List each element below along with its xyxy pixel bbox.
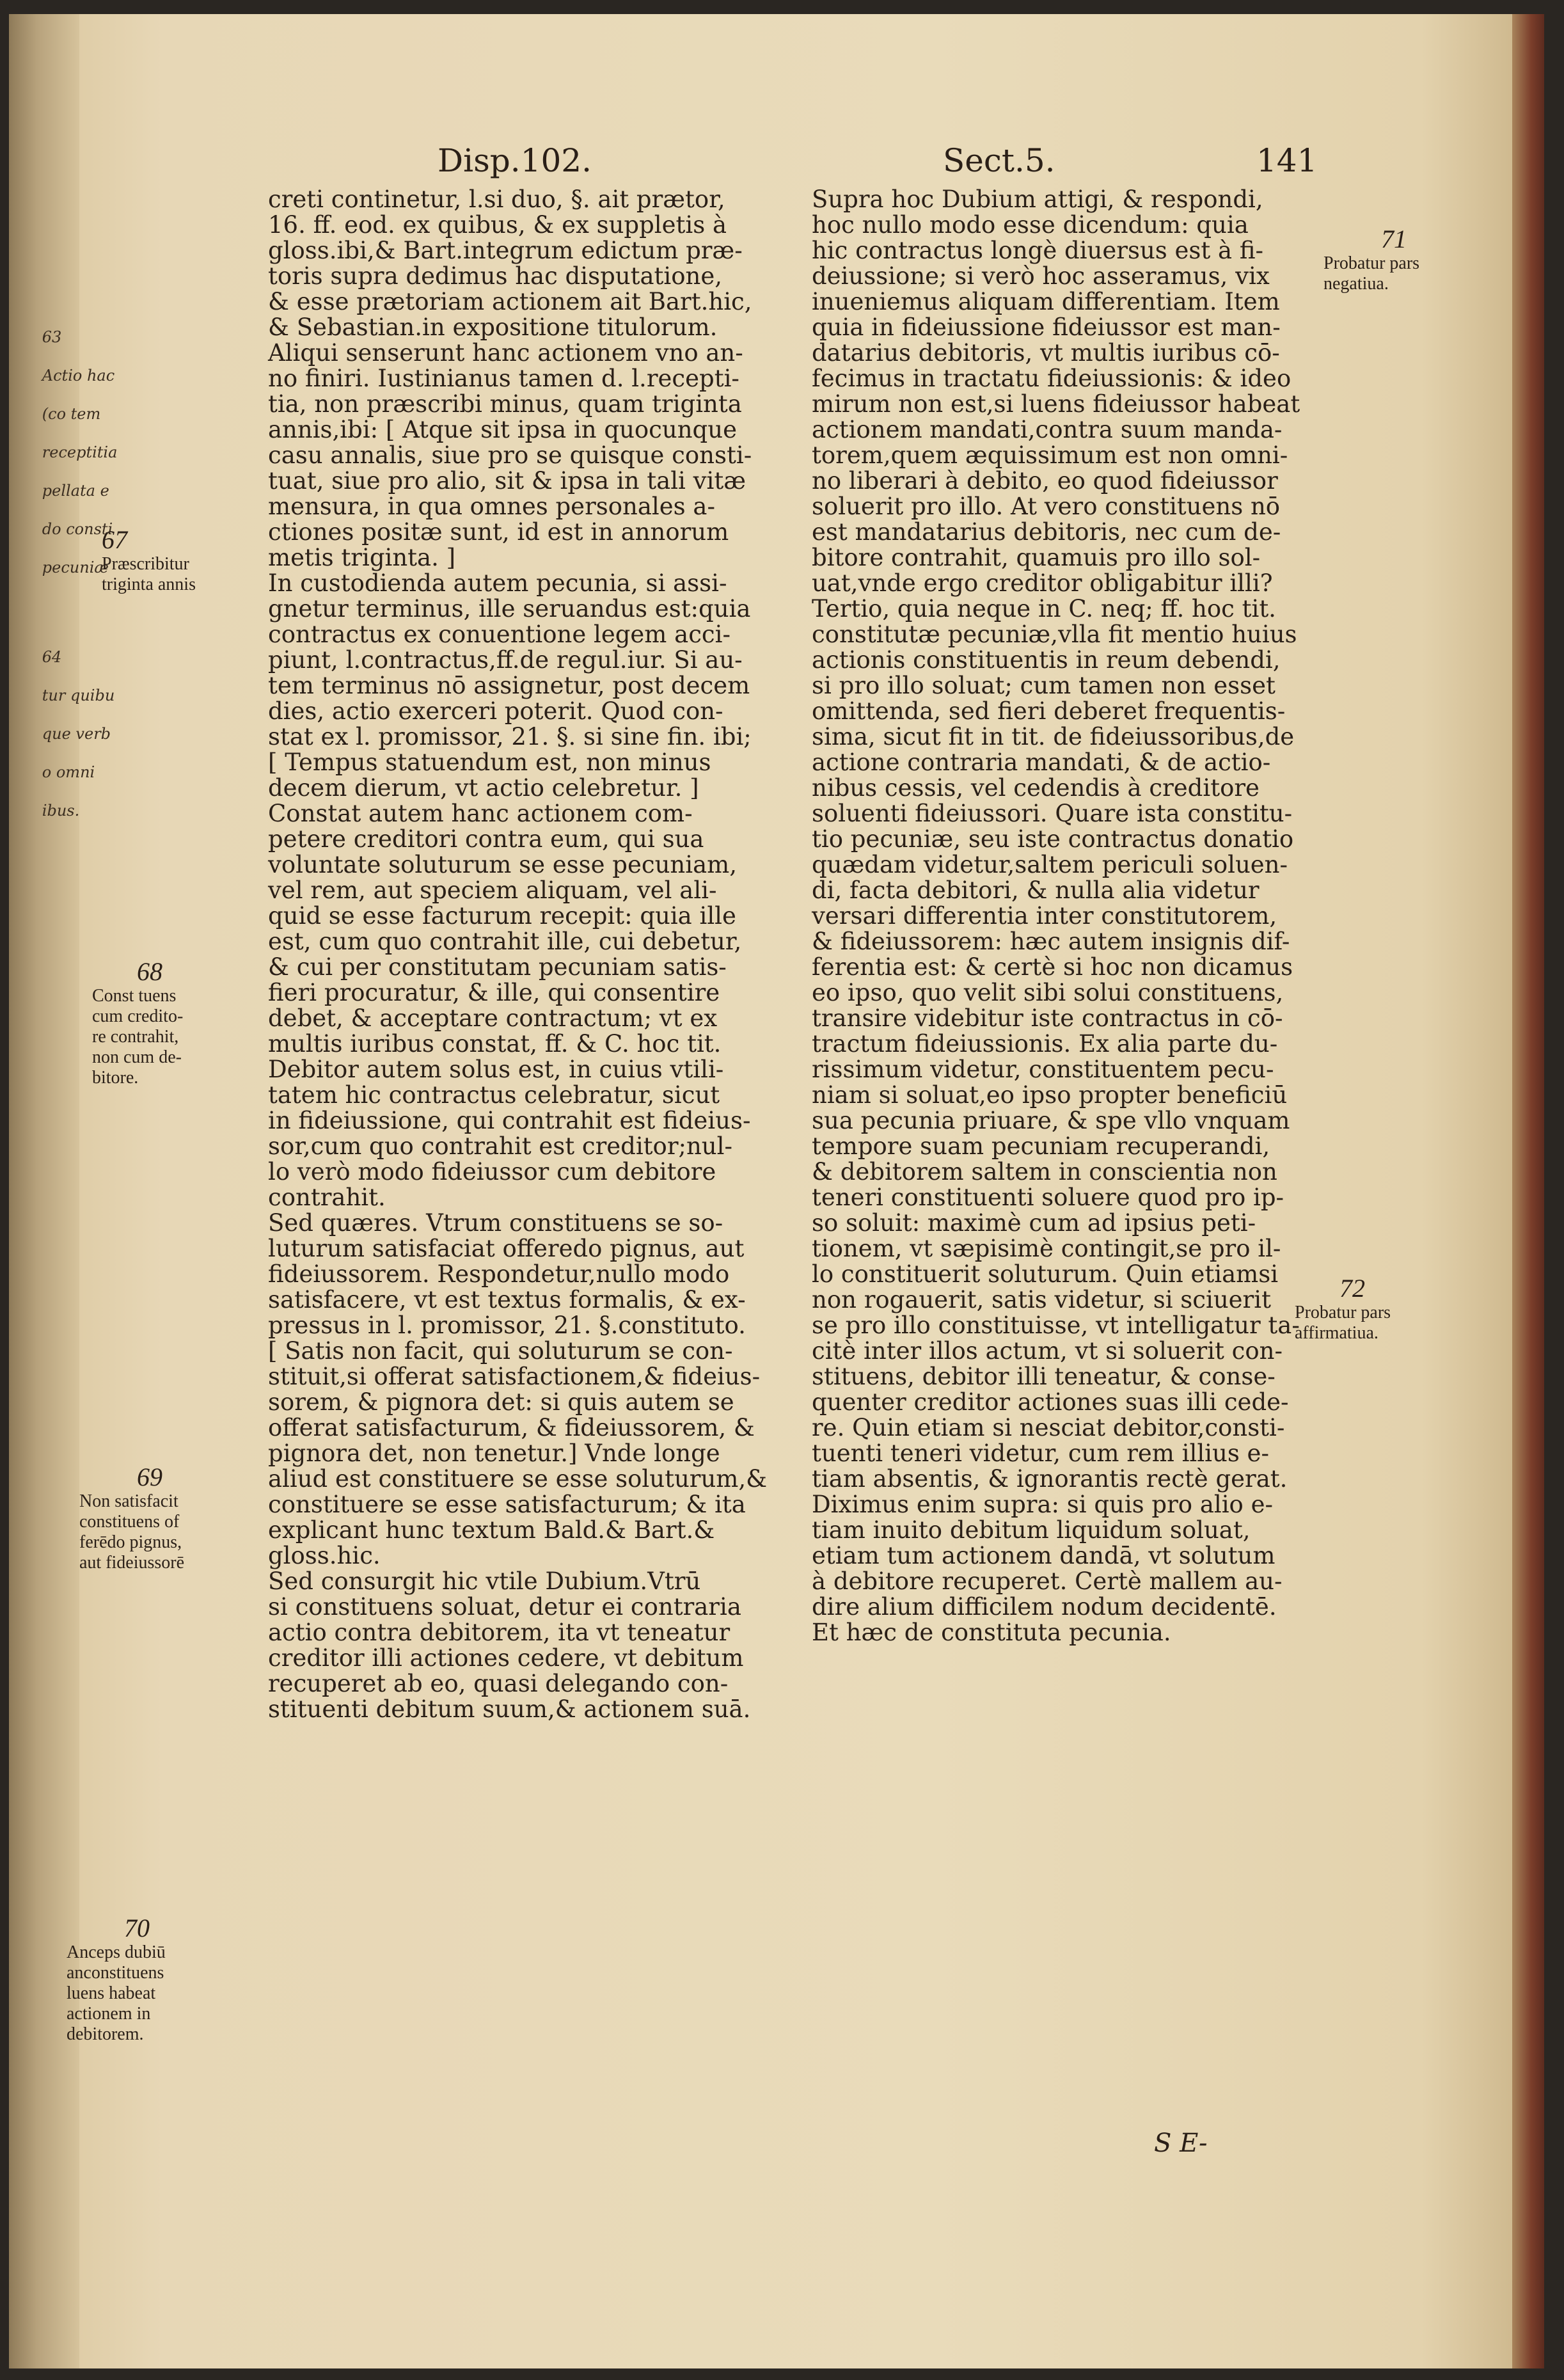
right-column-line: tuenti teneri videtur, cum rem illius e-	[812, 1440, 1269, 1467]
left-column-line: stituenti debitum suum,& actionem suā.	[268, 1695, 751, 1723]
left-column-line: stat ex l. promissor, 21. §. si sine fin. ibi;	[268, 723, 752, 750]
right-column-line: sima, sicut fit in tit. de fideiussoribus,de	[812, 723, 1295, 750]
margin-note-67	[102, 526, 196, 595]
margin-note-number: 68	[137, 957, 162, 986]
left-column-line: pignora det, non tenetur.] Vnde longe	[268, 1440, 720, 1467]
left-column-line: dies, actio exerceri poterit. Quod con-	[268, 697, 723, 725]
margin-note-line: bitore.	[92, 1068, 139, 1088]
margin-note-68	[92, 958, 183, 1088]
prev-note-num: 63	[42, 328, 62, 346]
left-column-line: contrahit.	[268, 1184, 386, 1211]
left-column-line: no finiri. Iustinianus tamen d. l.recepti-	[268, 365, 739, 392]
right-column-line: tio pecuniæ, seu iste contractus donatio	[812, 825, 1294, 853]
prev-note-line: tur quibu	[42, 686, 115, 704]
margin-note-number: 71	[1381, 225, 1407, 253]
margin-note-71	[1323, 225, 1419, 294]
margin-note-line: debitorem.	[67, 2024, 144, 2044]
prev-note-num: 64	[42, 648, 62, 666]
prev-note-line: o omni	[42, 763, 95, 781]
margin-note-69	[79, 1463, 184, 1573]
left-column-line: & Sebastian.in expositione titulorum.	[268, 313, 718, 341]
left-column-line: gloss.ibi,& Bart.integrum edictum præ-	[268, 237, 743, 264]
right-column-line: eo ipso, quo velit sibi solui constituens,	[812, 979, 1284, 1006]
prev-note-line: do consti	[42, 520, 113, 538]
left-column-line: fieri procuratur, & ille, qui consentire	[268, 979, 720, 1006]
left-column-line: fideiussorem. Respondetur,nullo modo	[268, 1260, 730, 1288]
left-column-line: [ Tempus statuendum est, non minus	[268, 749, 711, 776]
margin-note-line: negatiua.	[1323, 274, 1389, 294]
right-column-line: versari differentia inter constitutorem,	[812, 902, 1277, 930]
right-column-line: datarius debitoris, vt multis iuribus cō-	[812, 339, 1280, 367]
left-column-line: creditor illi actiones cedere, vt debitum	[268, 1644, 744, 1672]
left-column-line: constituere se esse satisfacturum; & ita	[268, 1491, 746, 1518]
right-column-line: & fideiussorem: hæc autem insignis dif-	[812, 928, 1290, 955]
left-column-line: [ Satis non facit, qui soluturum se con-	[268, 1337, 733, 1365]
prev-note-line: que verb	[42, 725, 111, 743]
right-column-line: ferentia est: & certè si hoc non dicamus	[812, 953, 1293, 981]
margin-note-number: 67	[102, 525, 127, 554]
prev-page-note-64	[13, 628, 115, 839]
left-column-line: casu annalis, siue pro se quisque consti-	[268, 441, 752, 469]
left-column-line: mensura, in qua omnes personales a-	[268, 493, 715, 520]
right-column-line: no liberari à debito, eo quod fideiussor	[812, 467, 1278, 495]
right-column-line: Et hæc de constituta pecunia.	[812, 1619, 1171, 1646]
right-column-line: quædam videtur,saltem periculi soluen-	[812, 851, 1288, 878]
right-column-line: inueniemus aliquam differentiam. Item	[812, 288, 1280, 315]
left-column-line: 16. ff. eod. ex quibus, & ex suppletis à	[268, 211, 727, 239]
margin-note-line: ferēdo pignus,	[79, 1532, 182, 1552]
catchword: S E-	[1154, 2129, 1208, 2158]
left-column-line: actio contra debitorem, ita vt teneatur	[268, 1619, 731, 1646]
prev-note-line: pecuniæ	[42, 559, 109, 576]
right-column-line: re. Quin etiam si nesciat debitor,consti-	[812, 1414, 1285, 1441]
left-column-line: Constat autem hanc actionem com-	[268, 800, 693, 827]
left-column-line: Aliqui senserunt hanc actionem vno an-	[268, 339, 743, 367]
margin-note-72	[1295, 1274, 1391, 1344]
right-column-line: stituens, debitor illi teneatur, & conse-	[812, 1363, 1276, 1390]
left-column-line: tia, non præscribi minus, quam triginta	[268, 390, 742, 418]
margin-note-line: non cum de-	[92, 1047, 182, 1067]
left-column-line: gloss.hic.	[268, 1542, 381, 1569]
right-column-line: bitore contrahit, quamuis pro illo sol-	[812, 544, 1261, 571]
margin-note-line: actionem in	[67, 2004, 151, 2024]
right-column-line: hoc nullo modo esse dicendum: quia	[812, 211, 1249, 239]
right-column-line: tiam inuito debitum liquidum soluat,	[812, 1516, 1251, 1544]
right-column-line: si pro illo soluat; cum tamen non esset	[812, 672, 1276, 699]
left-column-line: recuperet ab eo, quasi delegando con-	[268, 1670, 729, 1697]
margin-note-number: 69	[137, 1463, 162, 1491]
margin-note-line: triginta annis	[102, 575, 196, 594]
right-column-line: actione contraria mandati, & de actio-	[812, 749, 1271, 776]
left-column-line: offerat satisfacturum, & fideiussorem, &	[268, 1414, 755, 1441]
left-column-line: & esse prætoriam actionem ait Bart.hic,	[268, 288, 752, 315]
prev-note-line: Actio hac	[42, 367, 115, 385]
margin-note-line: re contrahit,	[92, 1027, 179, 1047]
right-column-line: fecimus in tractatu fideiussionis: & ideo	[812, 365, 1291, 392]
right-column-line: dire alium difficilem nodum decidentē.	[812, 1593, 1277, 1621]
right-column-line: constitutæ pecuniæ,vlla fit mentio huius	[812, 621, 1297, 648]
right-column-line: so soluit: maximè cum ad ipsius peti-	[812, 1209, 1256, 1237]
margin-note-line: constituens of	[79, 1512, 180, 1532]
left-column-line: voluntate soluturum se esse pecuniam,	[268, 851, 737, 878]
right-column-line: soluerit pro illo. At vero constituens nō	[812, 493, 1281, 520]
left-column-line: piunt, l.contractus,ff.de regul.iur. Si au-	[268, 646, 743, 674]
right-column-line: lo constituerit soluturum. Quin etiamsi	[812, 1260, 1279, 1288]
right-column-line: quia in fideiussione fideiussor est man-	[812, 313, 1281, 341]
prev-note-line: pellata e	[42, 482, 109, 500]
right-column-line: sua pecunia priuare, & spe vllo vnquam	[812, 1107, 1290, 1134]
margin-note-70	[67, 1914, 166, 2045]
margin-note-line: Præscribitur	[102, 554, 189, 574]
right-column-line: actionem mandati,contra suum manda-	[812, 416, 1283, 443]
left-column-line: quid se esse facturum recepit: quia ille	[268, 902, 736, 930]
left-column-line: multis iuribus constat, ff. & C. hoc tit.	[268, 1030, 722, 1058]
running-head-section: Sect.5.	[943, 142, 1055, 179]
right-column-line: mirum non est,si luens fideiussor habeat	[812, 390, 1300, 418]
left-column-line: aliud est constituere se esse soluturum,&	[268, 1465, 768, 1493]
left-column-line: tuat, siue pro alio, sit & ipsa in tali vitæ	[268, 467, 746, 495]
right-column-line: tractum fideiussionis. Ex alia parte du-	[812, 1030, 1278, 1058]
left-column-line: sorem, & pignora det: si quis autem se	[268, 1388, 734, 1416]
right-column-line: omittenda, sed fieri deberet frequentis-	[812, 697, 1286, 725]
right-text-column	[812, 187, 1311, 1646]
left-column-line: contractus ex conuentione legem acci-	[268, 621, 731, 648]
left-column-line: vel rem, aut speciem aliquam, vel ali-	[268, 877, 717, 904]
right-column-line: niam si soluat,eo ipso propter beneficiū	[812, 1081, 1288, 1109]
left-column-line: in fideiussione, qui contrahit est fideius-	[268, 1107, 751, 1134]
right-column-line: Supra hoc Dubium attigi, & respondi,	[812, 186, 1263, 213]
right-column-line: actionis constituentis in reum debendi,	[812, 646, 1281, 674]
left-column-line: ctiones positæ sunt, id est in annorum	[268, 518, 729, 546]
right-column-line: teneri constituenti soluere quod pro ip-	[812, 1184, 1284, 1211]
right-column-line: quenter creditor actiones suas illi cede-	[812, 1388, 1289, 1416]
right-column-line: à debitore recuperet. Certè mallem au-	[812, 1567, 1283, 1595]
left-column-line: est, cum quo contrahit ille, cui debetur,	[268, 928, 742, 955]
left-column-line: metis triginta. ]	[268, 544, 456, 571]
right-column-line: di, facta debitori, & nulla alia videtur	[812, 877, 1260, 904]
left-column-line: luturum satisfaciat offeredo pignus, aut	[268, 1235, 745, 1262]
right-column-line: soluenti fideiussori. Quare ista constitu-	[812, 800, 1293, 827]
margin-note-line: aut fideiussorē	[79, 1553, 185, 1573]
left-column-line: toris supra dedimus hac disputatione,	[268, 262, 722, 290]
right-column-line: deiussione; si verò hoc asseramus, vix	[812, 262, 1270, 290]
running-head-disputation: Disp.102.	[438, 142, 592, 179]
right-column-line: uat,vnde ergo creditor obligabitur illi?	[812, 569, 1273, 597]
left-column-line: petere creditori contra eum, qui sua	[268, 825, 704, 853]
margin-note-line: Probatur pars	[1323, 253, 1420, 273]
margin-note-line: affirmatiua.	[1295, 1323, 1378, 1343]
right-column-line: tiam absentis, & ignorantis rectè gerat.	[812, 1465, 1288, 1493]
prev-note-line: (co tem	[42, 405, 101, 423]
left-column-line: Sed consurgit hic vtile Dubium.Vtrū	[268, 1567, 701, 1595]
left-column-line: & cui per constitutam pecuniam satis-	[268, 953, 727, 981]
left-column-line: si constituens soluat, detur ei contraria	[268, 1593, 741, 1621]
right-column-line: tionem, vt sæpisimè contingit,se pro il-	[812, 1235, 1281, 1262]
book-page	[9, 14, 1544, 2368]
margin-note-line: cum credito-	[92, 1006, 184, 1026]
right-column-line: est mandatarius debitoris, nec cum de-	[812, 518, 1281, 546]
left-column-line: stituit,si offerat satisfactionem,& fideius-	[268, 1363, 761, 1390]
prev-note-line: receptitia	[42, 443, 118, 461]
left-column-line: sor,cum quo contrahit est creditor;nul-	[268, 1132, 732, 1160]
page-edge-shadow	[1512, 14, 1544, 2368]
left-column-line: pressus in l. promissor, 21. §.constituto.	[268, 1312, 746, 1339]
margin-note-line: anconstituens	[67, 1963, 164, 1983]
right-column-line: & debitorem saltem in conscientia non	[812, 1158, 1277, 1186]
left-column-line: Sed quæres. Vtrum constituens se so-	[268, 1209, 723, 1237]
right-column-line: citè inter illos actum, vt si soluerit con-	[812, 1337, 1283, 1365]
page-number: 141	[1256, 142, 1318, 179]
left-column-line: In custodienda autem pecunia, si assi-	[268, 569, 727, 597]
left-column-line: gnetur terminus, ille seruandus est:quia	[268, 595, 751, 623]
right-column-line: tempore suam pecuniam recuperandi,	[812, 1132, 1270, 1160]
right-column-line: rissimum videtur, constituentem pecu-	[812, 1056, 1274, 1083]
left-column-line: Debitor autem solus est, in cuius vtili-	[268, 1056, 724, 1083]
left-column-line: decem dierum, vt actio celebretur. ]	[268, 774, 699, 802]
right-column-line: hic contractus longè diuersus est à fi-	[812, 237, 1264, 264]
right-column-line: transire videbitur iste contractus in cō-	[812, 1004, 1283, 1032]
left-column-line: debet, & acceptare contractum; vt ex	[268, 1004, 718, 1032]
margin-note-number: 72	[1339, 1274, 1365, 1303]
margin-note-line: luens habeat	[67, 1983, 156, 2003]
left-column-line: tem terminus nō assignetur, post decem	[268, 672, 750, 699]
left-column-line: lo verò modo fideiussor cum debitore	[268, 1158, 716, 1186]
right-column-line: torem,quem æquissimum est non omni-	[812, 441, 1288, 469]
left-text-column	[268, 187, 793, 1722]
left-column-line: tatem hic contractus celebratur, sicut	[268, 1081, 720, 1109]
margin-note-number: 70	[124, 1914, 150, 1942]
left-column-line: explicant hunc textum Bald.& Bart.&	[268, 1516, 715, 1544]
right-column-line: Tertio, quia neque in C. neq; ff. hoc tit.	[812, 595, 1276, 623]
right-column-line: non rogauerit, satis videtur, si sciuerit	[812, 1286, 1271, 1313]
left-column-line: creti continetur, l.si duo, §. ait prætor,	[268, 186, 725, 213]
margin-note-line: Probatur pars	[1295, 1303, 1391, 1322]
left-column-line: satisfacere, vt est textus formalis, & ex-	[268, 1286, 746, 1313]
margin-note-line: Non satisfacit	[79, 1491, 178, 1511]
left-column-line: annis,ibi: [ Atque sit ipsa in quocunque	[268, 416, 737, 443]
prev-note-line: ibus.	[42, 802, 80, 820]
right-column-line: nibus cessis, vel cedendis à creditore	[812, 774, 1260, 802]
margin-note-line: Anceps dubiū	[67, 1942, 166, 1962]
right-column-line: etiam tum actionem dandā, vt solutum	[812, 1542, 1276, 1569]
right-column-line: se pro illo constituisse, vt intelligatur ta-	[812, 1312, 1300, 1339]
margin-note-line: Const tuens	[92, 986, 177, 1006]
right-column-line: Diximus enim supra: si quis pro alio e-	[812, 1491, 1273, 1518]
